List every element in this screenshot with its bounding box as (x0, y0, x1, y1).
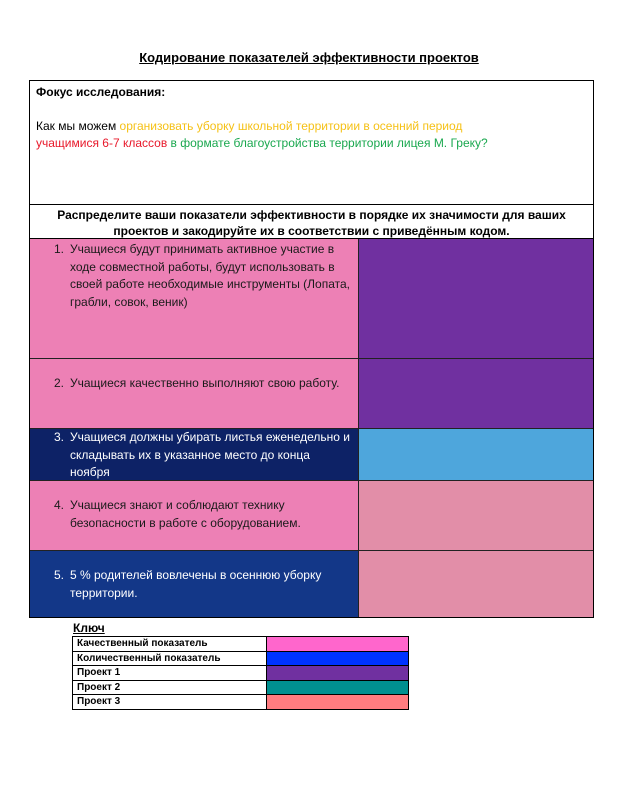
question-part-highlight: учащимися 6-7 классов (36, 136, 168, 150)
indicator-text: Учащиеся знают и соблюдают технику безопасности в работе с оборудованием. (70, 498, 301, 530)
indicator-text-cell (30, 481, 359, 550)
indicator-text-cell (30, 239, 359, 358)
question-part: Как мы можем (36, 119, 120, 133)
key-color-swatch (267, 637, 409, 652)
key-label: Проект 3 (73, 695, 267, 710)
key-row (73, 695, 409, 710)
indicator-text: Учащиеся будут принимать активное участие в ходе совместной работы, будут использовать в своей работе необходимые инструменты (Лопата, грабли, совок, веник) (70, 242, 350, 309)
indicator-code-cell (359, 359, 593, 428)
document-title: Кодирование показателей эффективности проектов (139, 50, 479, 65)
indicator-text: Учащиеся должны убирать листья еженедельно и складывать их в указанное место до конца ноября (70, 430, 350, 479)
indicator-number: 2. (54, 376, 65, 390)
indicator-text-cell (30, 551, 359, 617)
indicator-row (30, 551, 593, 617)
key-label: Качественный показатель (73, 637, 267, 652)
research-focus-cell (30, 81, 593, 205)
indicator-row (30, 359, 593, 429)
indicator-row (30, 481, 593, 551)
question-part-highlight: в формате благоустройства территории лицея М. Греку? (167, 136, 488, 150)
indicator-code-cell (359, 239, 593, 358)
research-focus-label: Фокус исследования: (36, 85, 166, 99)
key-label: Количественный показатель (73, 651, 267, 666)
key-table (72, 636, 409, 710)
indicator-code-cell (359, 551, 593, 617)
indicator-text: 5 % родителей вовлечены в осеннюю уборку территории. (70, 568, 322, 600)
indicator-code-cell (359, 429, 593, 480)
question-part-highlight: организовать уборку школьной территории в осенний период (119, 119, 463, 133)
key-color-swatch (267, 651, 409, 666)
key-title: Ключ (73, 621, 105, 635)
key-label: Проект 2 (73, 680, 267, 695)
key-row (73, 666, 409, 681)
indicator-number: 1. (54, 242, 65, 256)
indicator-text: Учащиеся качественно выполняют свою работу. (70, 376, 340, 390)
key-row (73, 680, 409, 695)
indicator-text-cell (30, 429, 359, 480)
indicator-number: 5. (54, 568, 65, 582)
key-color-swatch (267, 666, 409, 681)
indicators-table (29, 80, 594, 618)
indicator-row (30, 239, 593, 359)
key-row (73, 651, 409, 666)
key-label: Проект 1 (73, 666, 267, 681)
indicator-text-cell (30, 359, 359, 428)
indicator-row (30, 429, 593, 481)
key-color-swatch (267, 695, 409, 710)
research-question (36, 118, 587, 152)
key-color-swatch (267, 680, 409, 695)
indicator-code-cell (359, 481, 593, 550)
indicator-number: 4. (54, 498, 65, 512)
instruction-cell: Распределите ваши показатели эффективности в порядке их значимости для ваших проектов и закодируйте их в соответствии с приведённым кодом. (30, 205, 593, 239)
indicator-number: 3. (54, 430, 65, 444)
key-row (73, 637, 409, 652)
